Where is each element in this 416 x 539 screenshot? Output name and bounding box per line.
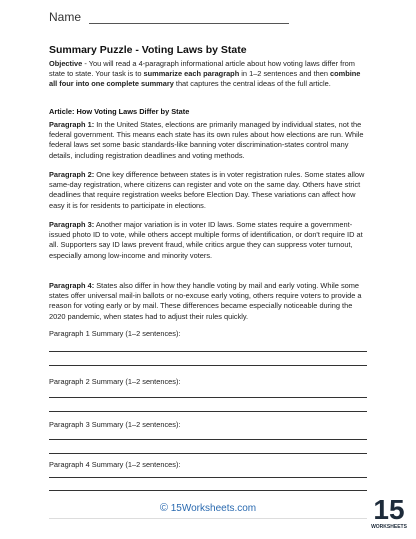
- objective-bold-1: summarize each paragraph: [143, 69, 240, 79]
- summary-block-3: [49, 420, 367, 429]
- summary-line[interactable]: [49, 453, 367, 454]
- summary-label-1: Paragraph 1 Summary (1–2 sentences):: [49, 329, 181, 338]
- name-line[interactable]: [89, 23, 289, 24]
- logo-word: WORKSHEETS: [371, 524, 407, 530]
- objective-label: Objective: [49, 59, 83, 68]
- summary-line[interactable]: [49, 365, 367, 366]
- paragraph-3-label: Paragraph 3:: [49, 220, 95, 229]
- paragraph-2-text: One key difference between states is in voter registration rules. Some states allow same-day registration, where citizens can register and vote on the same day. Others have strict deadlines that require registration weeks before Election Day. These variations can affect how easy it is for residents to participate in elections.: [49, 170, 365, 210]
- paragraph-2-label: Paragraph 2:: [49, 170, 95, 179]
- summary-line[interactable]: [49, 439, 367, 440]
- paragraph-4-text: States also differ in how they handle voting by mail and early voting. While some states offer universal mail-in ballots or no-excuse early voting, others require voters to provide a reason for voting early or by mail. These differences became especially noticeable during the 2020 pandemic, when states had to adjust their rules quickly.: [49, 281, 362, 321]
- footer-site-link[interactable]: 15Worksheets.com: [170, 503, 257, 514]
- paragraph-1-text: In the United States, elections are primarily managed by individual states, not the federal government. This means each state has its own rules about how elections are run. While federal laws set some basic standards-like banning voter discrimination-states control many details, including registration deadlines and voting methods.: [49, 120, 364, 160]
- worksheet-title: Summary Puzzle - Voting Laws by State: [49, 44, 247, 56]
- paragraph-4-label: Paragraph 4:: [49, 281, 95, 290]
- summary-line[interactable]: [49, 411, 367, 412]
- paragraph-2: [49, 170, 367, 211]
- logo-number: 15: [373, 494, 405, 525]
- summary-line[interactable]: [49, 490, 367, 491]
- summary-label-3: Paragraph 3 Summary (1–2 sentences):: [49, 420, 181, 429]
- summary-label-2: Paragraph 2 Summary (1–2 sentences):: [49, 377, 181, 386]
- summary-line[interactable]: [49, 397, 367, 398]
- paragraph-3: [49, 220, 367, 261]
- worksheets-logo-icon: [371, 492, 407, 532]
- paragraph-3-text: Another major variation is in voter ID laws. Some states require a government-issued photo ID to vote, while others accept multiple forms of identification, or don't require ID at all. Supporters say ID laws prevent fraud, while critics argue they can suppress voter turnout, especially among low-income and minority voters.: [49, 220, 363, 260]
- footer-credit: [49, 502, 367, 514]
- objective-text-before: - You will read a 4-paragraph informational article about how voting laws differ from state to state. Your task is to: [49, 59, 355, 79]
- paragraph-4: [49, 281, 367, 322]
- paragraph-1: [49, 120, 367, 161]
- copyright-icon: ©: [159, 502, 168, 514]
- name-label: Name: [49, 10, 82, 24]
- summary-line[interactable]: [49, 477, 367, 478]
- summary-block-2: [49, 377, 367, 386]
- objective-text: [49, 59, 367, 90]
- article-title: Article: How Voting Laws Differ by State: [49, 107, 190, 116]
- footer-divider: [49, 518, 367, 519]
- summary-line[interactable]: [49, 351, 367, 352]
- objective-text-middle: in 1–2 sentences and then: [239, 69, 331, 79]
- name-row: [49, 10, 369, 28]
- paragraph-1-label: Paragraph 1:: [49, 120, 95, 129]
- objective-text-after: that captures the central ideas of the full article.: [173, 79, 331, 89]
- summary-block-4: [49, 460, 367, 469]
- summary-label-4: Paragraph 4 Summary (1–2 sentences):: [49, 460, 181, 469]
- summary-block-1: [49, 329, 367, 338]
- objective-bold-2: combine all four into one complete summary: [49, 69, 361, 89]
